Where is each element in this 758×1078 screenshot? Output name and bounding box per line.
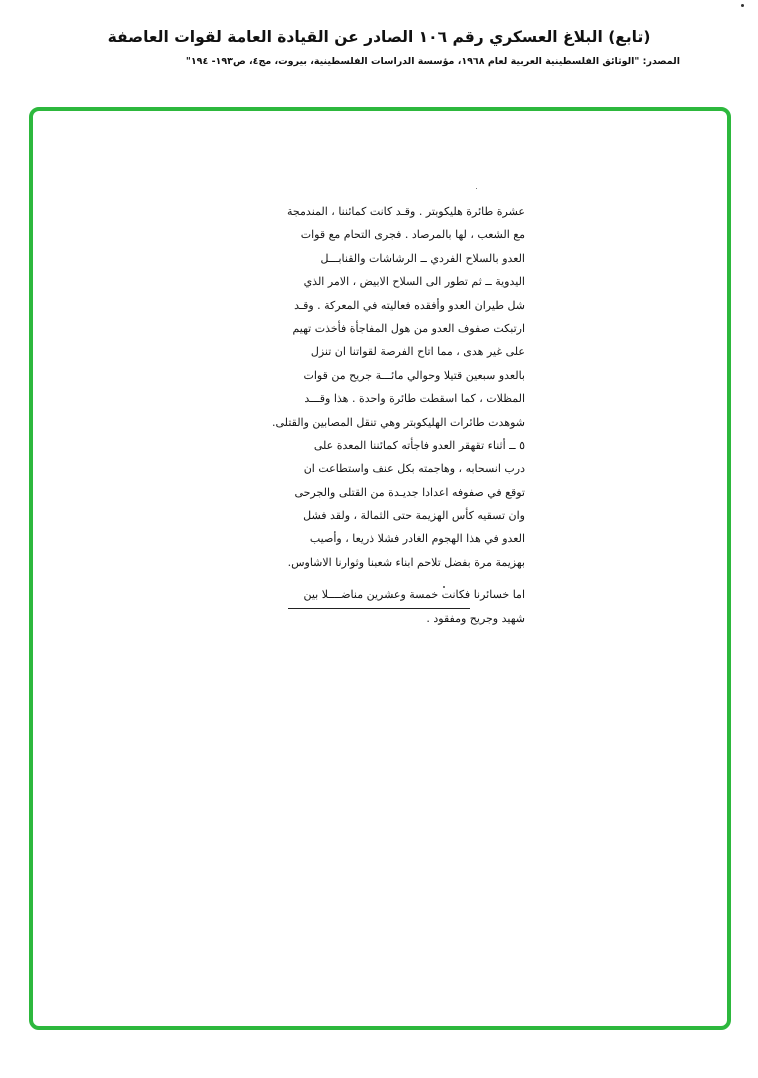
- text-line: اليدوية ــ ثم تطور الى السلاح الابيض ، الامر الذي: [303, 275, 525, 289]
- text-line: العدو في هذا الهجوم الغادر فشلا ذريعا ، وأصيب: [309, 532, 525, 546]
- text-line: توقع في صفوفه اعدادا جديـدة من القتلى والجرحى: [294, 485, 525, 499]
- scan-speck: [443, 586, 445, 588]
- scan-speck: [741, 4, 744, 7]
- scan-speck: [476, 188, 477, 189]
- text-line: على غير هدى ، مما اتاح الفرصة لقواتنا ان تنزل: [310, 345, 525, 359]
- text-line: شل طيران العدو وأفقده فعاليته في المعركة . وقـد: [294, 298, 525, 312]
- end-divider: [288, 608, 470, 609]
- text-line: عشرة طائرة هليكوبتر . وقـد كانت كمائننا ، المندمجة: [287, 205, 525, 218]
- page-title: (تابع) البلاغ العسكري رقم ١٠٦ الصادر عن القيادة العامة لقوات العاصفة: [107, 28, 651, 46]
- text-line: درب انسحابه ، وهاجمته بكل عنف واستطاعت ان: [303, 462, 525, 476]
- source-citation: المصدر: "الوثائق الفلسطينية العربية لعام ١٩٦٨، مؤسسة الدراسات الفلسطينية، بيروت، مج٤، ص١٩٣- ١٩٤": [185, 56, 680, 67]
- text-line: بالعدو سبعين قتيلا وحوالي مائـــة جريح من قوات: [303, 368, 525, 382]
- text-line: ارتبكت صفوف العدو من هول المفاجأة فأخذت تهيم: [292, 321, 525, 335]
- text-line: بهزيمة مرة بفضل تلاحم ابناء شعبنا وثوارنا الاشاوس.: [287, 555, 525, 569]
- document-body: [239, 200, 525, 630]
- text-line: المظلات ، كما اسقطت طائرة واحدة . هذا وقـــد: [304, 392, 525, 406]
- text-line: شوهدت طائرات الهليكوبتر وهي تنقل المصابين والقتلى.: [272, 415, 525, 429]
- paragraph-1: [239, 200, 525, 434]
- text-line: مع الشعب ، لها بالمرصاد . فجرى التحام مع قوات: [300, 228, 525, 242]
- paragraph-2: [239, 434, 525, 574]
- text-line: وان تسقيه كأس الهزيمة حتى الثمالة ، ولقد فشل: [303, 509, 525, 523]
- text-line: شهيد وجريح ومفقود .: [426, 611, 525, 625]
- text-line: ٥ ــ أثناء تقهقر العدو فاجأته كمائننا المعدة على: [313, 438, 525, 452]
- text-line: العدو بالسلاح الفردي ــ الرشاشات والقنابـــل: [320, 251, 525, 265]
- text-line: اما خسائرنا فكانت خمسة وعشرين مناضــــلا بين: [303, 588, 525, 602]
- paragraph-3: [239, 583, 525, 630]
